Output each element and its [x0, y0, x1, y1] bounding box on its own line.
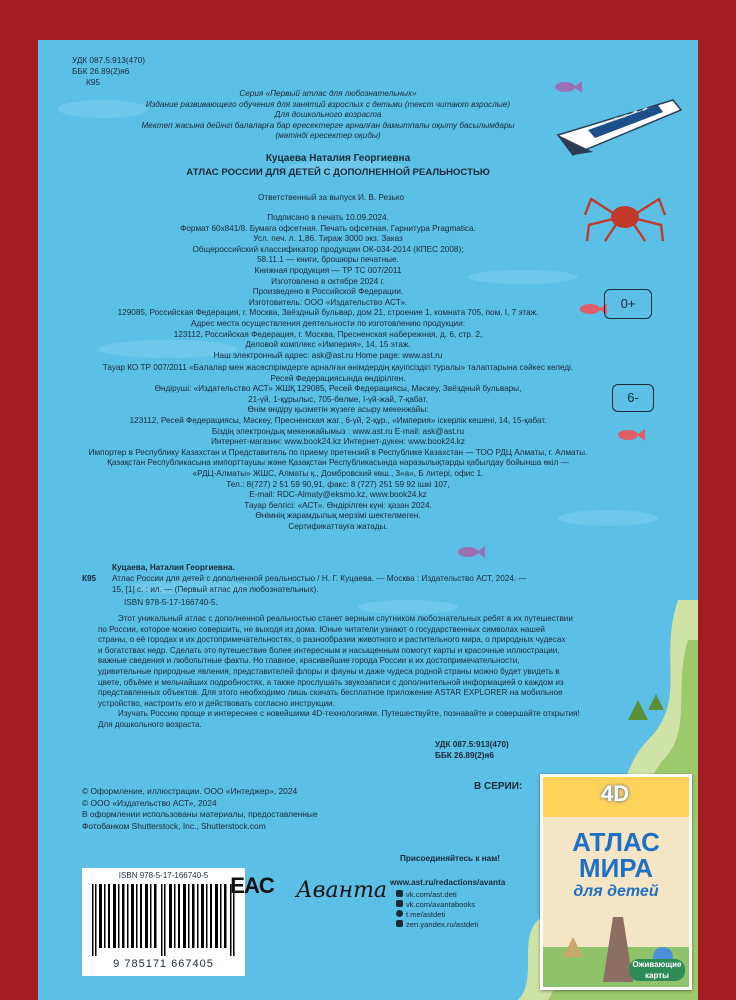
social-link-label: t.me/astdeti [406, 910, 446, 919]
barcode-digits: 9 785171 667405 [113, 958, 214, 970]
kazakh-line: Импортер в Республику Казахстан и Представитель по приему претензий в Республике Казахстан — ТОО РДЦ Алматы, г. Алматы. [88, 447, 588, 457]
kazakh-line: Өнімнің жарамдылық мерзімі шектелмеген. [255, 511, 421, 521]
bbk-bottom: ББК 26.89(2)я6 [435, 751, 494, 760]
fish-icon [616, 428, 646, 442]
series-info-line: Серия «Первый атлас для любознательных» [239, 89, 417, 98]
cover-title-line3: для детей [573, 883, 659, 900]
imprint-line: 129085, Российская Федерация, г. Москва, Звёздный бульвар, дом 21, строение 1, комната 705, пом. I, 7 этаж. [117, 308, 539, 318]
kazakh-line: 123112, Ресей Федерациясы, Мәскеу, Пресненская жаг., 6-үй, 2-құр., «Империя» іскерлік кешені, 14, 15-қабат. [129, 415, 547, 425]
series-info-line: Издание развивающего обучения для занятий взрослых с детьми (текст читают взрослые) [145, 99, 511, 109]
crab-illustration [583, 185, 668, 245]
imprint-line: Формат 60х841/8. Бумага офсетная. Печать офсетная. Гарнитура Pragmatica. [180, 223, 476, 233]
wave [358, 600, 458, 614]
udk-code: УДК 087.5:913(470) [72, 56, 145, 65]
imprint-line: Подписано в печать 10.09.2024. [267, 213, 389, 222]
description-line: Для дошкольного возраста. [98, 719, 202, 729]
description-line: по России, которое можно совершить, не выходя из дома. Юные читатели узнают о государственных символах нашей [98, 624, 545, 634]
kazakh-line: Тауар белгісі: «АСТ». Өндірілген күні: қазан 2024. [244, 500, 432, 510]
imprint-line: Усл. печ. л. 1,86. Тираж 3000 экз. Заказ [253, 234, 403, 244]
back-cover [38, 40, 698, 1000]
social-link-vk[interactable] [396, 900, 536, 910]
copyright [82, 786, 402, 832]
series-book-cover [540, 774, 692, 990]
series-info-line: (мәтінді ересектер оқиды) [275, 131, 381, 141]
series-info [128, 89, 528, 142]
catalog-code: К95 [82, 574, 97, 583]
description-line: Изучать Россию проще и интереснее с новейшими 4D-технологиями. Путешествуйте, познавайте и совершайте открытия! [118, 709, 580, 719]
cover-title-line1: АТЛАС [572, 827, 660, 857]
kazakh-line: Интернет-магазин: www.book24.kz Интернет-дүкен: www.book24.kz [211, 437, 465, 447]
social-link-label: vk.com/avantabooks [406, 900, 476, 909]
zen-icon [396, 920, 403, 927]
kazakh-line: Өндіруші: «Издательство АСТ» ЖШҚ 129085, Ресей Федерациясы, Мәскеу, Звёздный бульвары, [154, 384, 522, 394]
imprint-line: Книжная продукция — ТР ТС 007/2011 [254, 265, 402, 275]
description-line: страны, о её городах и их достопримечательностях, о разнообразии животного и растительного мира, о природных чудесах [98, 635, 566, 645]
telegram-icon [396, 910, 403, 917]
description [98, 614, 658, 731]
social-links [396, 890, 536, 930]
copyright-line: © ООО «Издательство АСТ», 2024 [82, 797, 217, 808]
in-series-label: В СЕРИИ: [474, 781, 523, 792]
imprint-line: Деловой комплекс «Империя», 14, 15 этаж. [245, 340, 411, 350]
join-us-text: Присоединяйтесь к нам! [400, 854, 500, 863]
kazakh-line: Тауар КО ТР 007/2011 «Балалар мен жасөспірімдерге арналған өнімдердің қауіпсіздігі туралы» талаптарына сәйкес келеді. [102, 363, 574, 372]
imprint-line: 58.11.1 — книги, брошюры печатные. [257, 255, 399, 265]
site-link[interactable]: www.ast.ru/redactions/avanta [390, 878, 506, 887]
social-link-telegram[interactable] [396, 910, 536, 920]
description-line: удивительные природные явления, представителей флоры и фауны и даже чудеса родной страны можно будет увидеть в [98, 666, 560, 676]
imprint-line: Произведено в Российской Федерации. [252, 287, 404, 297]
description-line: Этот уникальный атлас с дополненной реальностью станет верным спутником любознательных ребят в их путешествии [118, 614, 573, 623]
author-name: Куцаева Наталия Георгиевна [265, 153, 411, 164]
kazakh-line: Қазақстан Республикасына импорттаушы және Қазақстан Республикасында наразылықтарды қабылдау бойынша өкіл — [107, 458, 569, 468]
description-line: и богатствах недр. Сделать это путешествие более интересным и насыщенным помогут карты и красочные иллюстрации, [98, 645, 560, 655]
kazakh-line: Өнім өндіру қызметін жүзеге асыру мекенжайы: [247, 405, 429, 415]
fish-icon [553, 80, 583, 94]
bbk-code: ББК 26.89(2)я6 [72, 67, 130, 76]
cover-title-line2: МИРА [578, 853, 654, 883]
imprint-line: Изготовитель: ООО «Издательство АСТ». [248, 297, 408, 307]
fish-icon [456, 545, 486, 559]
kazakh-imprint [88, 363, 588, 533]
kazakh-line: Біздің электрондық мекенжайымыз : www.ast.ru E-mail: ask@ast.ru [211, 426, 465, 436]
copyright-line: Фотобанком Shutterstock, Inc., Shutterstock.com [82, 820, 266, 831]
age-badge-6: 6- [612, 384, 654, 412]
responsible-editor: Ответственный за выпуск И. В. Резько [258, 193, 405, 202]
vk-icon [396, 890, 403, 897]
description-line: устройство, настроить его и действовать согласно инструкции. [98, 698, 335, 708]
description-line: важные сведения и любопытные факты. Но главное, красивейшие города России и их достопримечательности, [98, 656, 520, 666]
kazakh-line: Сертификаттауға жатады. [288, 521, 388, 531]
book-title: АТЛАС РОССИИ ДЛЯ ДЕТЕЙ С ДОПОЛНЕННОЙ РЕАЛЬНОСТЬЮ [186, 167, 490, 178]
kazakh-line: Тел.: 8(727) 2 51 59 90,91, факс: 8 (727) 251 59 92 ішкі 107, [226, 479, 450, 489]
social-link-zen[interactable] [396, 920, 536, 930]
social-link-label: zen.yandex.ru/astdeti [406, 920, 479, 929]
publisher-logo: Аванта [296, 878, 388, 903]
series-info-line: Мектеп жасына дейінгі балаларға бар ересектерге арналған дамытпалы оқыту басылымдары [141, 120, 515, 130]
catalog-isbn: ISBN 978-5-17-166740-5. [124, 598, 218, 607]
series-info-line: Для дошкольного возраста [274, 110, 382, 120]
copyright-line: © Оформление, иллюстрации. ООО «Интеджер», 2024 [82, 786, 298, 796]
imprint-line: Адрес места осуществления деятельности по изготовлению продукции: [191, 318, 465, 328]
imprint-line: Изготовлено в октябре 2024 г. [271, 276, 385, 286]
imprint-line: Наш электронный адрес: ask@ast.ru Home page: www.ast.ru [213, 350, 443, 360]
imprint-line: 123112, Российская Федерация, г. Москва, Пресненская набережная, д. 6, стр. 2, [173, 329, 483, 339]
age-badge-0plus: 0+ [604, 289, 652, 319]
k-code: К95 [86, 78, 100, 87]
eac-logo: EAC [230, 873, 274, 898]
catalog-author: Куцаева, Наталия Георгиевна. [112, 563, 235, 572]
imprint-line: Общероссийский классификатор продукции ОК-034-2014 (КПЕС 2008); [192, 244, 464, 254]
kazakh-line: Ресей Федерациясында өндірілген. [270, 373, 406, 383]
kazakh-line: E-mail: RDC-Almaty@eksmo.kz, www.book24.kz [249, 490, 427, 500]
description-line: цвете, объёме и мельчайших подробностях, а также прослушать звукозаписи с дополнительной информацией о каждом из [98, 677, 564, 687]
kazakh-line: «РДЦ-Алматы» ЖШС, Алматы қ., Домбровский көш., 3«а», Б литері, офис 1. [192, 468, 484, 478]
barcode [82, 868, 245, 976]
imprint [108, 213, 548, 361]
vk-icon [396, 900, 403, 907]
catalog-line: 15, [1] с. : ил. — (Первый атлас для любознательных). [112, 585, 319, 594]
barcode-isbn: ISBN 978-5-17-166740-5 [118, 871, 209, 880]
copyright-line: В оформлении использованы материалы, предоставленные [82, 809, 318, 819]
social-link-label: vk.com/ast.deti [406, 890, 457, 899]
social-link-vk[interactable] [396, 890, 536, 900]
barcode-bars [92, 884, 235, 956]
cover-sticker: Оживающие карты [629, 959, 685, 981]
kazakh-line: 21-үй, 1-құрылыс, 705-бөлме, I-үй-жай, 7-қабат. [248, 394, 428, 404]
description-line: представленных объектов. Для этого необходимо лишь скачать бесплатное приложение ASTAR EXPLORER на мобильное [98, 688, 563, 698]
catalog-line: Атлас России для детей с дополненной реальностью / Н. Г. Куцаева. — Москва : Издательство АСТ, 2024. — [112, 574, 527, 583]
udk-bottom: УДК 087.5:913(470) [435, 740, 509, 749]
cover-4d-badge: 4D [601, 781, 630, 806]
